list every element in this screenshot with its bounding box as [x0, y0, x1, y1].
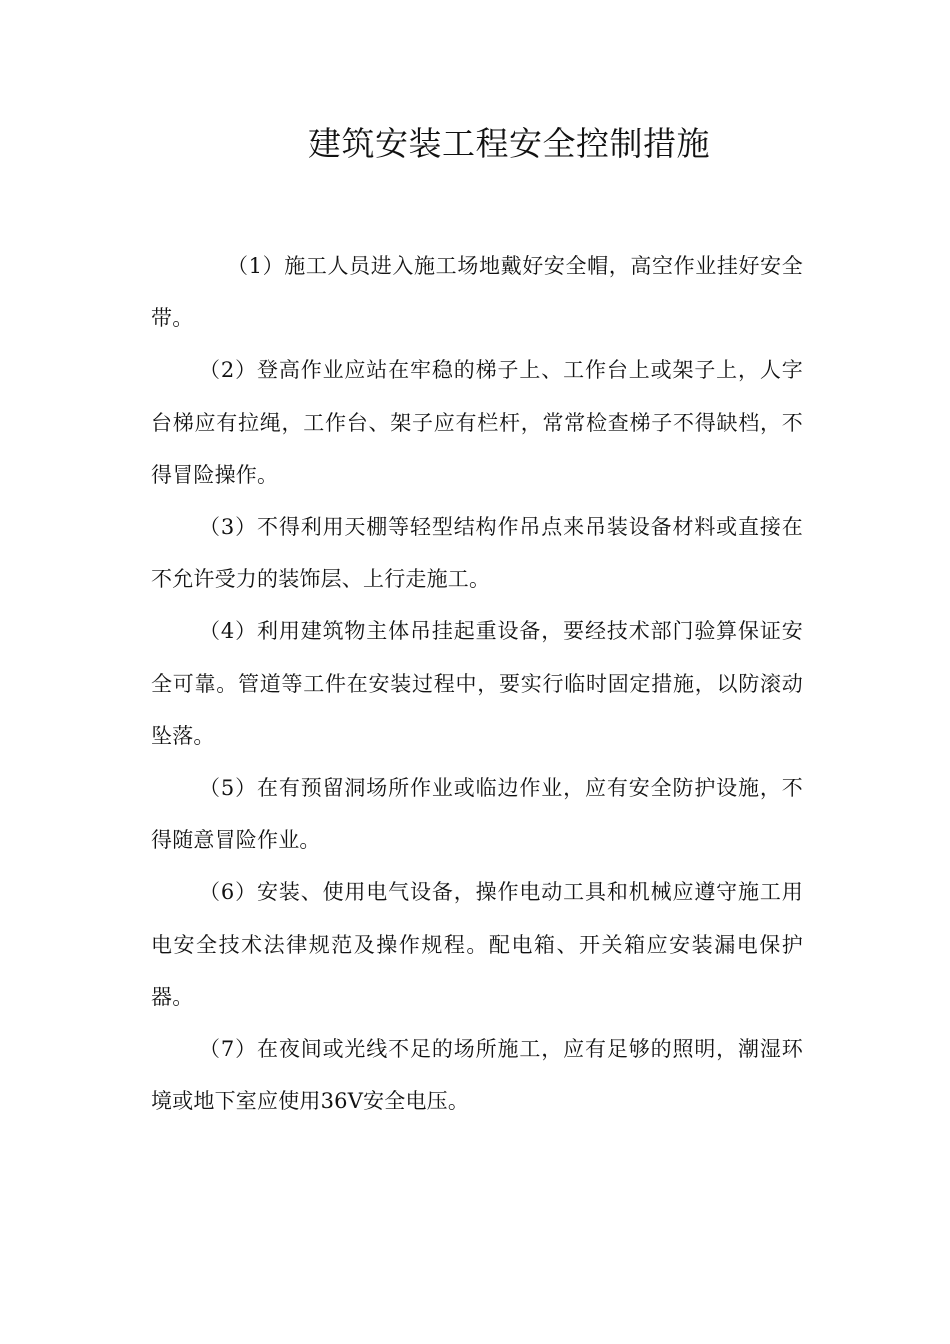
paragraph-4: （4）利用建筑物主体吊挂起重设备，要经技术部门验算保证安全可靠。管道等工件在安装过程中，要实行临时固定措施，以防滚动坠落。 [151, 619, 803, 748]
paragraph-1: （1）施工人员进入施工场地戴好安全帽，高空作业挂好安全带。 [151, 254, 803, 331]
paragraph-7: （7）在夜间或光线不足的场所施工，应有足够的照明，潮湿环境或地下室应使用36V安全电压。 [151, 1037, 803, 1114]
paragraph-2: （2）登高作业应站在牢稳的梯子上、工作台上或架子上，人字台梯应有拉绳，工作台、架子应有栏杆，常常检查梯子不得缺档，不得冒险操作。 [151, 358, 803, 487]
paragraph-5: （5）在有预留洞场所作业或临边作业，应有安全防护设施，不得随意冒险作业。 [151, 776, 803, 853]
document-body [151, 240, 803, 1127]
paragraph-6: （6）安装、使用电气设备，操作电动工具和机械应遵守施工用电安全技术法律规范及操作规程。配电箱、开关箱应安装漏电保护器。 [151, 880, 803, 1009]
document-title: 建筑安装工程安全控制措施 [308, 124, 710, 163]
paragraph-3: （3）不得利用天棚等轻型结构作吊点来吊装设备材料或直接在不允许受力的装饰层、上行走施工。 [151, 515, 803, 592]
